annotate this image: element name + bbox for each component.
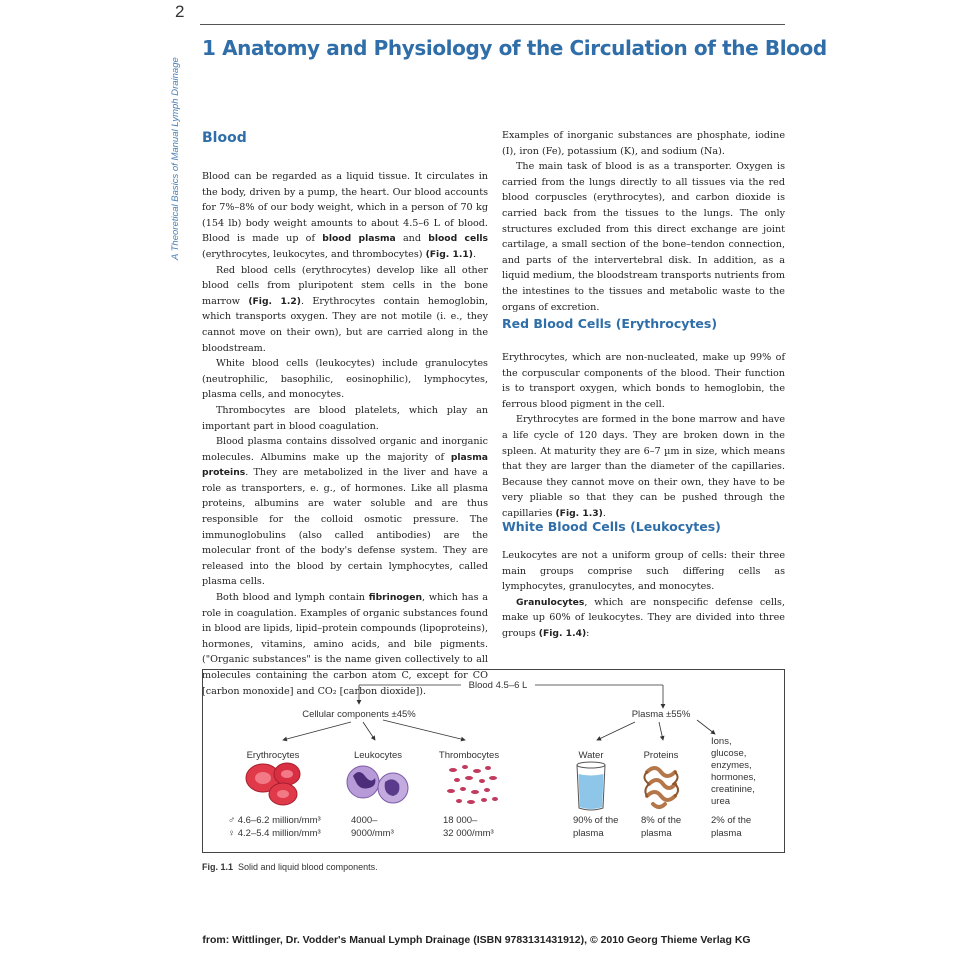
paragraph: Thrombocytes are blood platelets, which play an important part in blood coagulation.	[202, 404, 488, 432]
svg-text:Ions,: Ions,	[711, 736, 732, 747]
plasma-label: Plasma ±55%	[631, 709, 691, 720]
chapter-title: 1 Anatomy and Physiology of the Circulation of the Blood	[202, 36, 827, 60]
thrombocytes-illustration	[447, 765, 498, 804]
section-heading-white-blood-cells: White Blood Cells (Leukocytes)	[502, 519, 721, 534]
other-share-2: plasma	[711, 828, 742, 839]
water-share-2: plasma	[573, 828, 604, 839]
paragraph: Examples of inorganic substances are phosphate, iodine (I), iron (Fe), potassium (K), and sodium (Na).	[502, 130, 785, 157]
cellular-components-label: Cellular components ±45%	[302, 709, 416, 720]
figure-reference[interactable]: (Fig. 1.2)	[248, 295, 301, 307]
protein-share-1: 8% of the	[641, 815, 682, 826]
paragraph: Erythrocytes, which are non-nucleated, make up 99% of the corpuscular components of the blood. Their function is to transport oxygen, which bonds to hemoglobin, the ferrous blood pigment in the cell.	[502, 352, 785, 410]
erythrocytes-female-count: ♀ 4.2–5.4 million/mm³	[228, 828, 321, 839]
other-substances-list	[711, 736, 756, 807]
paragraph: The main task of blood is as a transporter. Oxygen is carried from the lungs directly to all tissues via the red blood corpuscles (erythrocytes), and carbon dioxide is carried back from the tissues to the lungs. The only structures excluded from this direct exchange are joint cartilage, a small section of the bone–tendon connection, and parts of the intervertebral disk. In addition, as a liquid medium, the bloodstream transports nutrients from the intestines to the tissues and metabolic waste to the organs of excretion.	[502, 161, 785, 313]
column-right-bottom	[502, 548, 785, 642]
figure-caption: Fig. 1.1 Solid and liquid blood components.	[202, 862, 378, 872]
svg-text:creatinine,: creatinine,	[711, 784, 755, 795]
figure-reference[interactable]: (Fig. 1.4)	[538, 627, 587, 639]
svg-text:hormones,: hormones,	[711, 772, 756, 783]
erythrocytes-male-count: ♂ 4.6–6.2 million/mm³	[228, 815, 321, 826]
paragraph: Both blood and lymph contain fibrinogen, which has a role in coagulation. Examples of organic substances found in blood are lipids, lipid–protein compounds (lipoproteins), hormones, vitamins, amino acids, and bile pigments. ("Organic substances" is the name given collectively to all molecules containing the carbon atom C, except for CO [carbon monoxide] and CO₂ [carbon dioxide]).	[202, 592, 488, 697]
page-number: 2	[175, 2, 185, 21]
thrombocytes-count-2: 32 000/mm³	[443, 828, 494, 839]
figure-box	[202, 669, 785, 853]
column-right-middle	[502, 350, 785, 522]
erythrocytes-illustration	[246, 763, 300, 805]
diagram-root-label: Blood 4.5–6 L	[468, 680, 528, 691]
paragraph: Erythrocytes are formed in the bone marrow and have a life cycle of 120 days. They are broken down in the spleen. At maturity they are 6–7 µm in size, which means that they are larger than the diameter of the capillaries. Because they cannot move on their own, they have to be very pliable so that they can be pushed through the capillaries (Fig. 1.3).	[502, 414, 785, 519]
blood-components-diagram	[203, 670, 784, 852]
thrombocytes-count-1: 18 000–	[443, 815, 478, 826]
column-left	[202, 169, 488, 699]
source-footer: from: Wittlinger, Dr. Vodder's Manual Lymph Drainage (ISBN 9783131431912), © 2010 Georg Thieme Verlag KG	[202, 934, 751, 946]
paragraph: Blood can be regarded as a liquid tissue. It circulates in the body, driven by a pump, the heart. Our blood accounts for 7%–8% of our body weight, which in a person of 70 kg (154 lb) body weight amounts to about 4.5–6 L of blood. Blood is made up of blood plasma and blood cells (erythrocytes, leukocytes, and thrombocytes) (Fig. 1.1).	[202, 171, 489, 260]
proteins-label: Proteins	[643, 750, 679, 761]
header-rule	[200, 24, 785, 25]
water-glass-illustration	[577, 762, 605, 810]
water-share-1: 90% of the	[573, 815, 619, 826]
thrombocytes-label: Thrombocytes	[438, 750, 500, 761]
other-share-1: 2% of the	[711, 815, 752, 826]
paragraph: Granulocytes, which are nonspecific defense cells, make up 60% of leukocytes. They are divided into three groups (Fig. 1.4):	[502, 596, 785, 639]
leukocytes-count-1: 4000–	[351, 815, 378, 826]
water-label: Water	[578, 750, 604, 761]
leukocytes-illustration	[347, 766, 408, 803]
erythrocytes-label: Erythrocytes	[246, 750, 300, 761]
leukocytes-count-2: 9000/mm³	[351, 828, 394, 839]
svg-text:enzymes,: enzymes,	[711, 760, 752, 771]
paragraph: White blood cells (leukocytes) include granulocytes (neutrophilic, basophilic, eosinophilic), lymphocytes, plasma cells, and monocytes.	[202, 358, 488, 401]
paragraph: Red blood cells (erythrocytes) develop like all other blood cells from pluripotent stem cells in the bone marrow (Fig. 1.2). Erythrocytes contain hemoglobin, which transports oxygen. They are not motile (i. e., they cannot move on their own), but are carried along in the bloodstream.	[202, 264, 489, 354]
figure-reference[interactable]: (Fig. 1.3)	[555, 507, 603, 519]
section-heading-red-blood-cells: Red Blood Cells (Erythrocytes)	[502, 316, 718, 331]
column-right-top	[502, 128, 785, 315]
protein-share-2: plasma	[641, 828, 672, 839]
protein-illustration	[644, 768, 678, 807]
leukocytes-label: Leukocytes	[353, 750, 403, 761]
svg-text:urea: urea	[711, 796, 731, 807]
running-side-label: A Theoretical Basics of Manual Lymph Drainage	[170, 57, 181, 260]
svg-text:glucose,: glucose,	[711, 748, 747, 759]
section-heading-blood: Blood	[202, 130, 247, 146]
figure-reference[interactable]: (Fig. 1.1)	[425, 248, 473, 260]
paragraph: Blood plasma contains dissolved organic and inorganic molecules. Albumins make up the majority of plasma proteins. They are metabolized in the liver and have a role as transporters, e. g., of hormones. Like all plasma proteins, albumins are water soluble and are thus responsible for the colloid osmotic pressure. The immunoglobulins (also called antibodies) are the molecular front of the body's defense system. They are released into the blood by certain lymphocytes, called plasma cells.	[202, 436, 488, 588]
paragraph: Leukocytes are not a uniform group of cells: their three main groups comprise such differing cells as lymphocytes, granulocytes, and monocytes.	[502, 550, 785, 593]
